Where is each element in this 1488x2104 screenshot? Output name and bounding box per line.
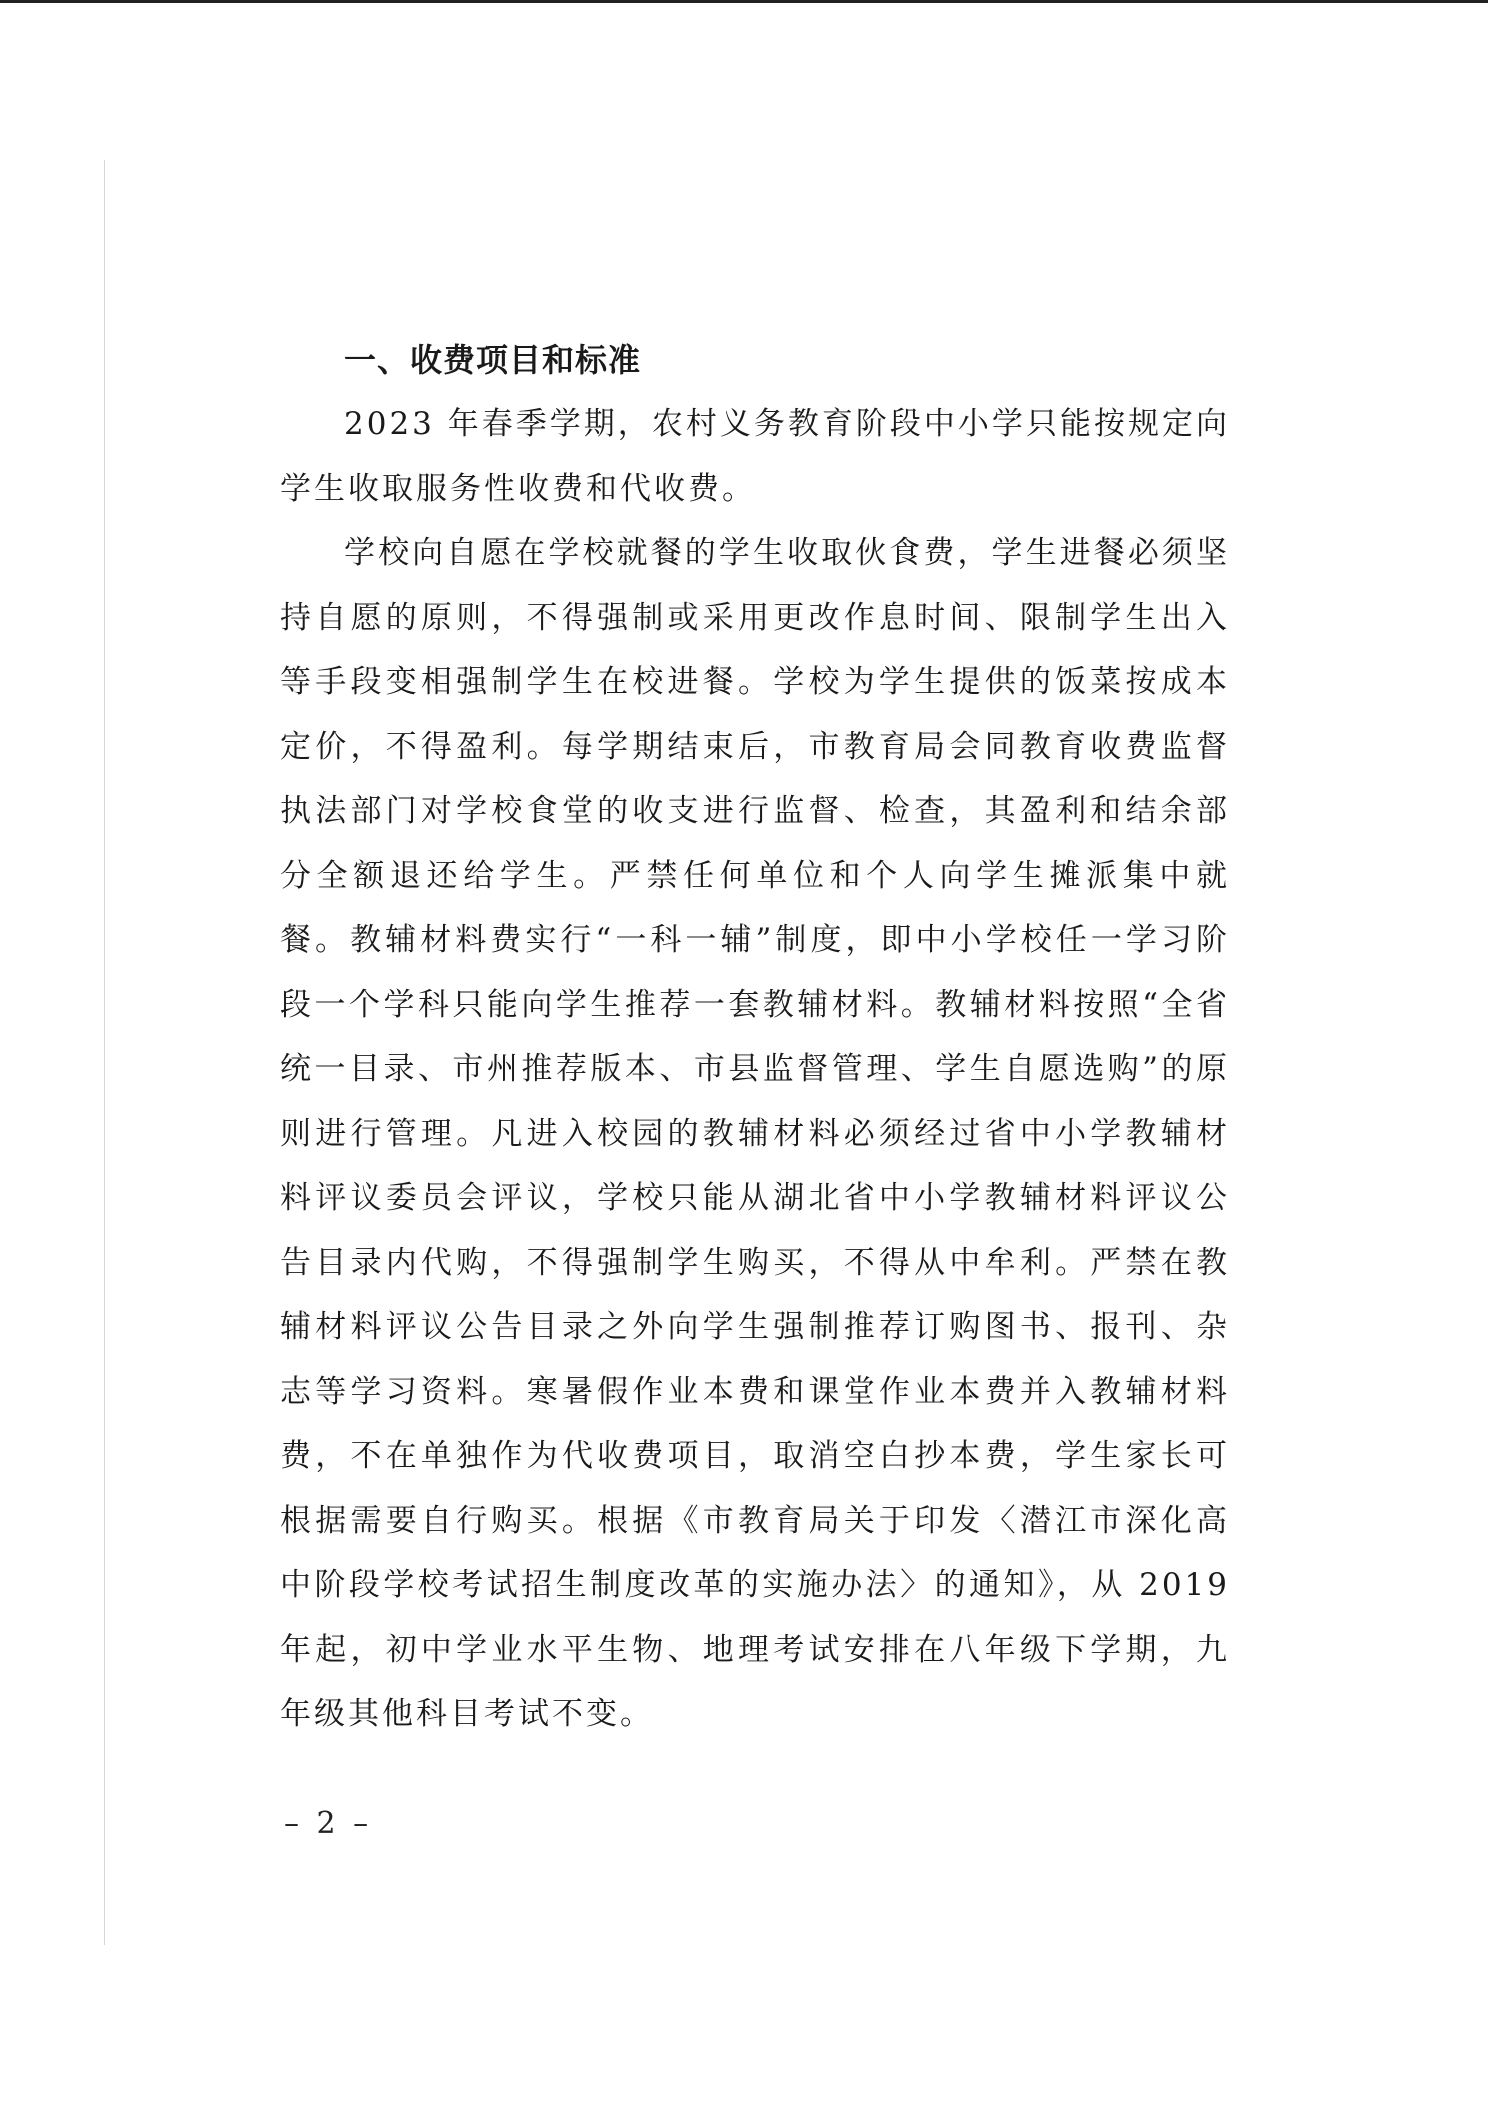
- paragraph-body: 学校向自愿在学校就餐的学生收取伙食费，学生进餐必须坚持自愿的原则，不得强制或采用更改作息时间、限制学生出入等手段变相强制学生在校进餐。学校为学生提供的饭菜按成本定价，不得盈利。每学期结束后，市教育局会同教育收费监督执法部门对学校食堂的收支进行监督、检查，其盈利和结余部分全额退还给学生。严禁任何单位和个人向学生摊派集中就餐。教辅材料费实行“一科一辅”制度，即中小学校任一学习阶段一个学科只能向学生推荐一套教辅材料。教辅材料按照“全省统一目录、市州推荐版本、市县监督管理、学生自愿选购”的原则进行管理。凡进入校园的教辅材料必须经过省中小学教辅材料评议委员会评议，学校只能从湖北省中小学教辅材料评议公告目录内代购，不得强制学生购买，不得从中牟利。严禁在教辅材料评议公告目录之外向学生强制推荐订购图书、报刊、杂志等学习资料。寒暑假作业本费和课堂作业本费并入教辅材料费，不在单独作为代收费项目，取消空白抄本费，学生家长可根据需要自行购买。根据《市教育局关于印发〈潜江市深化高中阶段学校考试招生制度改革的实施办法〉的通知》，从 2019 年起，初中学业水平生物、地理考试安排在八年级下学期，九年级其他科目考试不变。: [280, 535, 1230, 1732]
- left-margin-line: [104, 160, 105, 1945]
- section-heading: 一、收费项目和标准: [344, 341, 642, 379]
- document-page: [280, 330, 1230, 1747]
- paragraph-intro: 2023 年春季学期，农村义务教育阶段中小学只能按规定向学生收取服务性收费和代收费。: [280, 406, 1230, 507]
- top-border-line: [0, 0, 1488, 3]
- page-number: – 2 –: [284, 1806, 373, 1841]
